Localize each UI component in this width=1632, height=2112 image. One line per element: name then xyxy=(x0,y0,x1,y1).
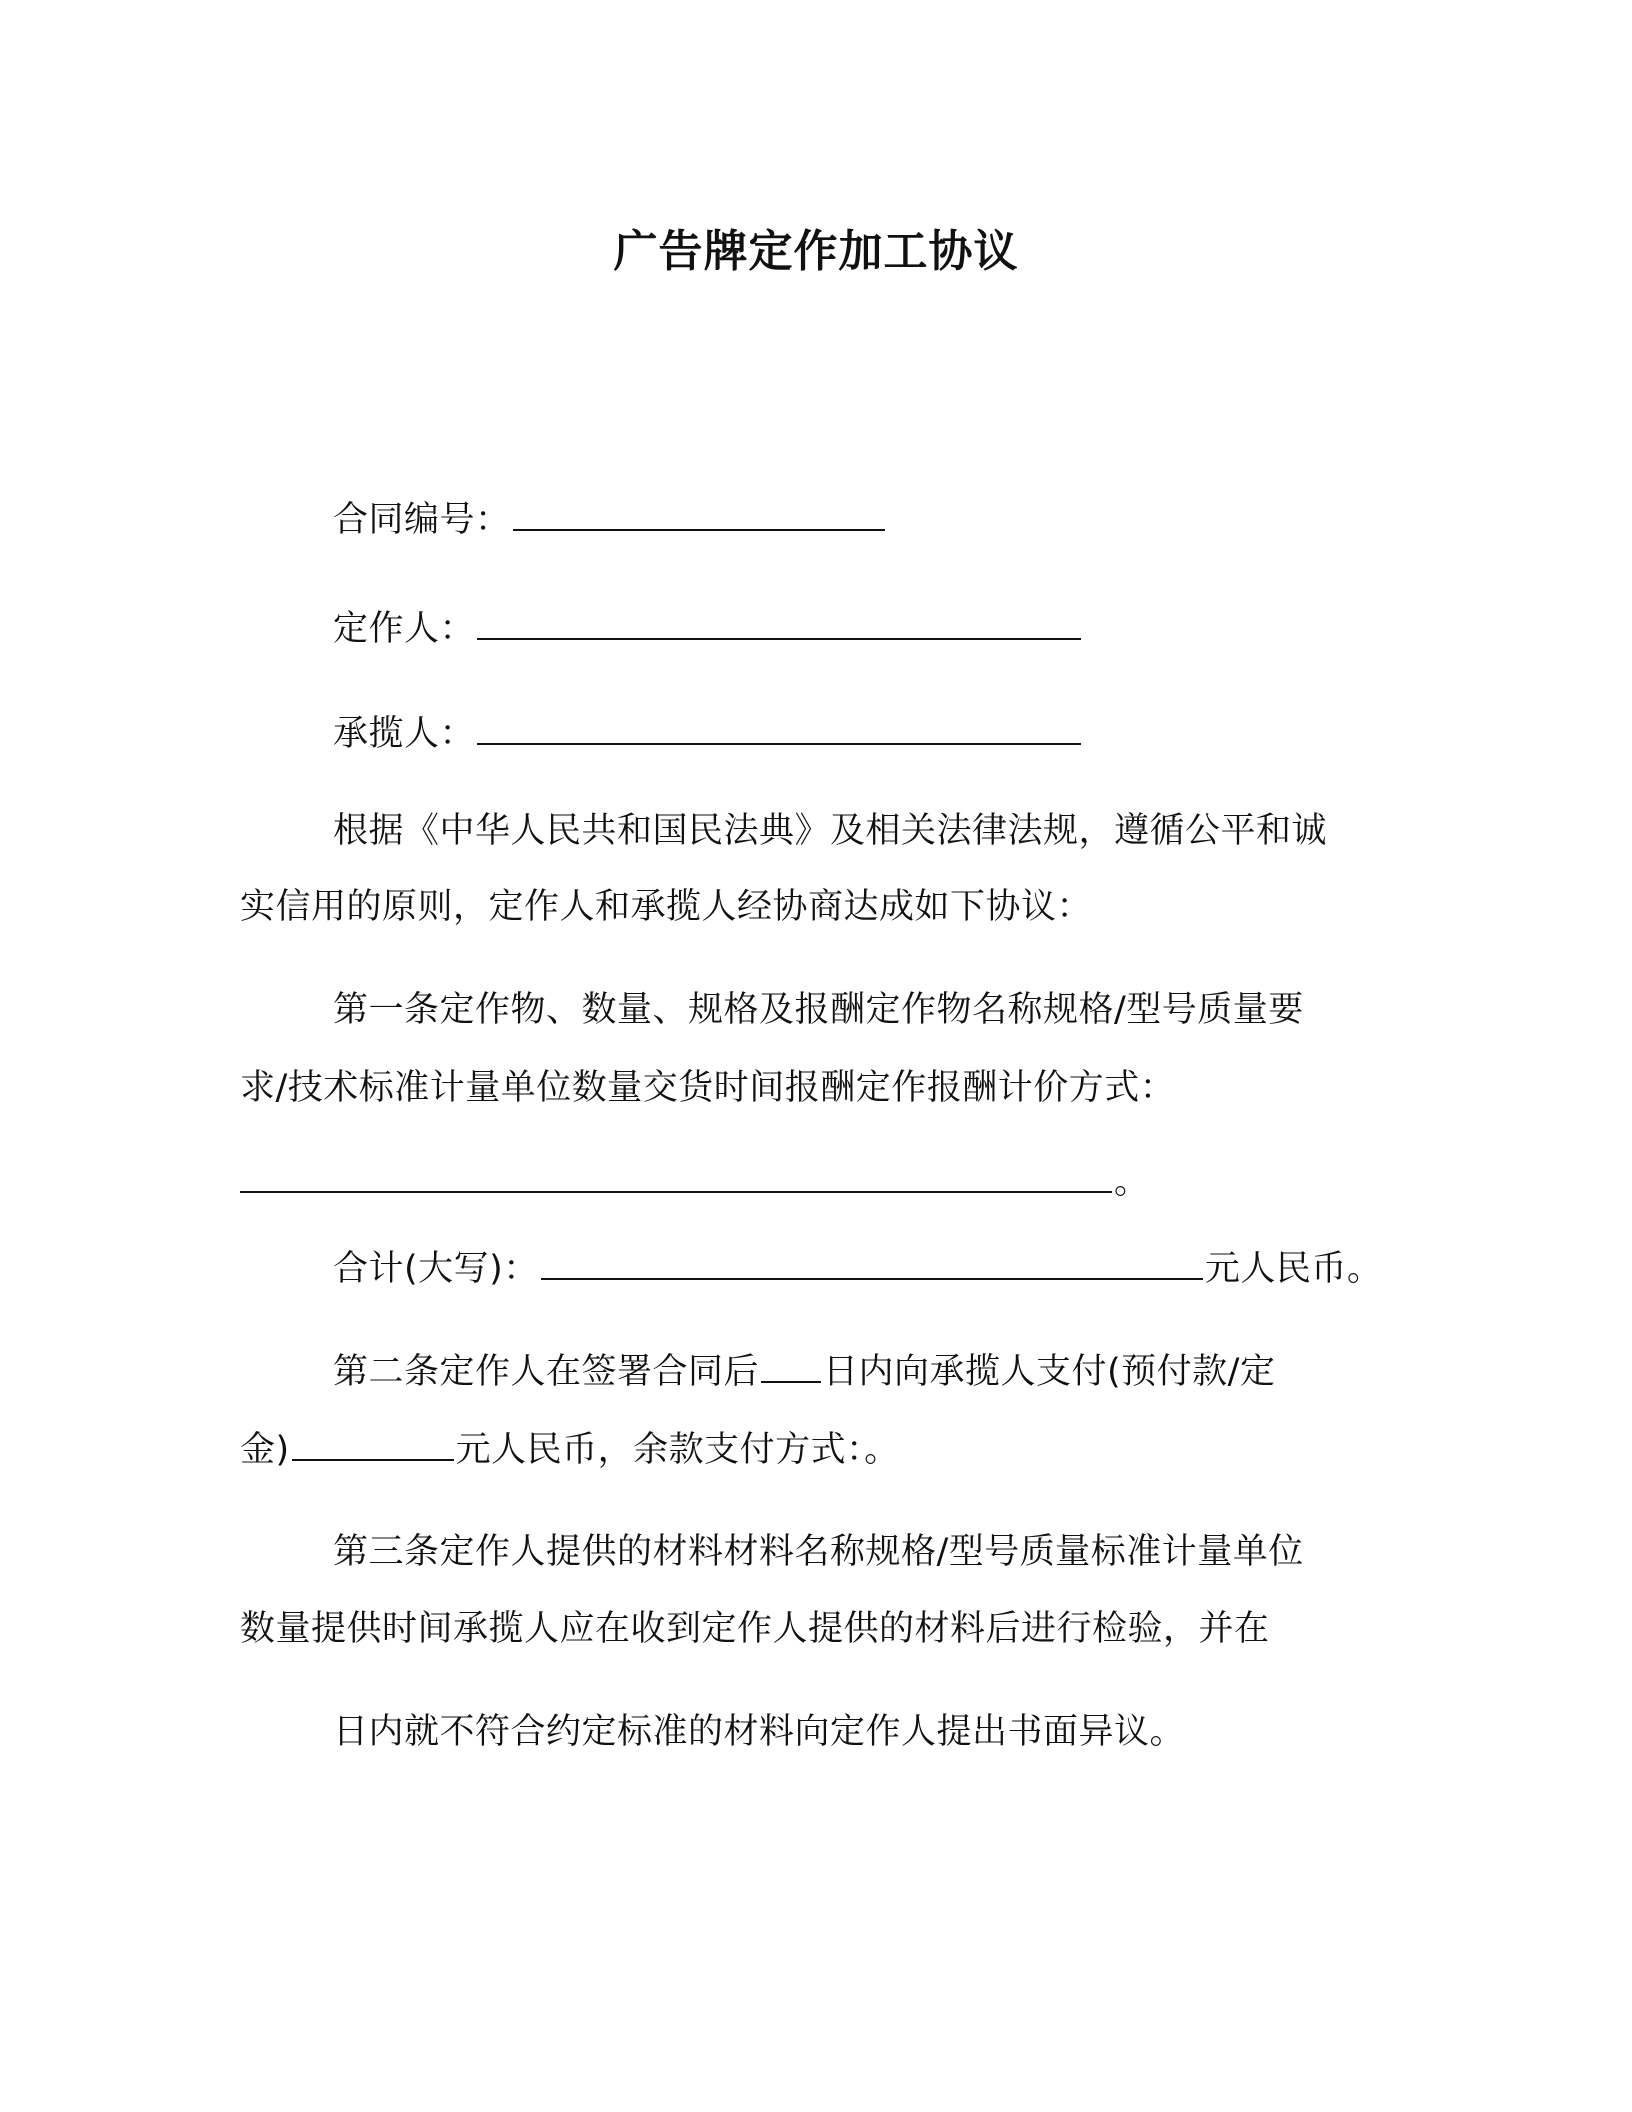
total-suffix: 元人民币。 xyxy=(1204,1249,1383,1289)
customer-line xyxy=(333,604,1083,654)
customer-blank[interactable] xyxy=(477,606,1081,640)
article2-line-1 xyxy=(333,1347,1275,1397)
total-label: 合计(大写)： xyxy=(333,1249,539,1289)
article3-line-2: 数量提供时间承揽人应在收到定作人提供的材料后进行检验，并在 xyxy=(240,1609,1270,1649)
preamble-line-2: 实信用的原则，定作人和承揽人经协商达成如下协议： xyxy=(240,887,1093,927)
article2-line-1-suffix: 日内向承揽人支付(预付款/定 xyxy=(823,1352,1276,1392)
contract-number-blank[interactable] xyxy=(513,497,885,531)
contractor-label: 承揽人： xyxy=(333,714,476,754)
article2-line-1-prefix: 第二条定作人在签署合同后 xyxy=(333,1352,760,1392)
customer-label: 定作人： xyxy=(333,609,476,649)
total-amount-blank[interactable] xyxy=(541,1246,1203,1280)
document-title: 广告牌定作加工协议 xyxy=(613,226,1019,277)
pricing-method-blank[interactable] xyxy=(240,1159,1112,1193)
article1-line-3 xyxy=(240,1157,1150,1207)
contract-number-line xyxy=(333,495,887,545)
article2-line-2-suffix: 元人民币，余款支付方式：。 xyxy=(455,1430,900,1470)
total-line xyxy=(333,1244,1382,1294)
article3-line-1: 第三条定作人提供的材料材料名称规格/型号质量标准计量单位 xyxy=(333,1532,1304,1572)
article1-line-2: 求/技术标准计量单位数量交货时间报酬定作报酬计价方式： xyxy=(240,1068,1176,1108)
contract-number-label: 合同编号： xyxy=(333,500,511,540)
contractor-blank[interactable] xyxy=(477,711,1081,745)
article2-line-2 xyxy=(240,1425,900,1475)
deposit-amount-blank[interactable] xyxy=(292,1427,454,1461)
preamble-line-1: 根据《中华人民共和国民法典》及相关法律法规，遵循公平和诚 xyxy=(333,811,1328,851)
article2-line-2-prefix: 金) xyxy=(240,1430,290,1470)
contractor-line xyxy=(333,709,1083,759)
article1-line-1: 第一条定作物、数量、规格及报酬定作物名称规格/型号质量要 xyxy=(333,990,1304,1030)
days-blank[interactable] xyxy=(761,1349,821,1383)
article1-line-3-end: 。 xyxy=(1114,1162,1150,1202)
article3-line-3: 日内就不符合约定标准的材料向定作人提出书面异议。 xyxy=(333,1712,1186,1752)
